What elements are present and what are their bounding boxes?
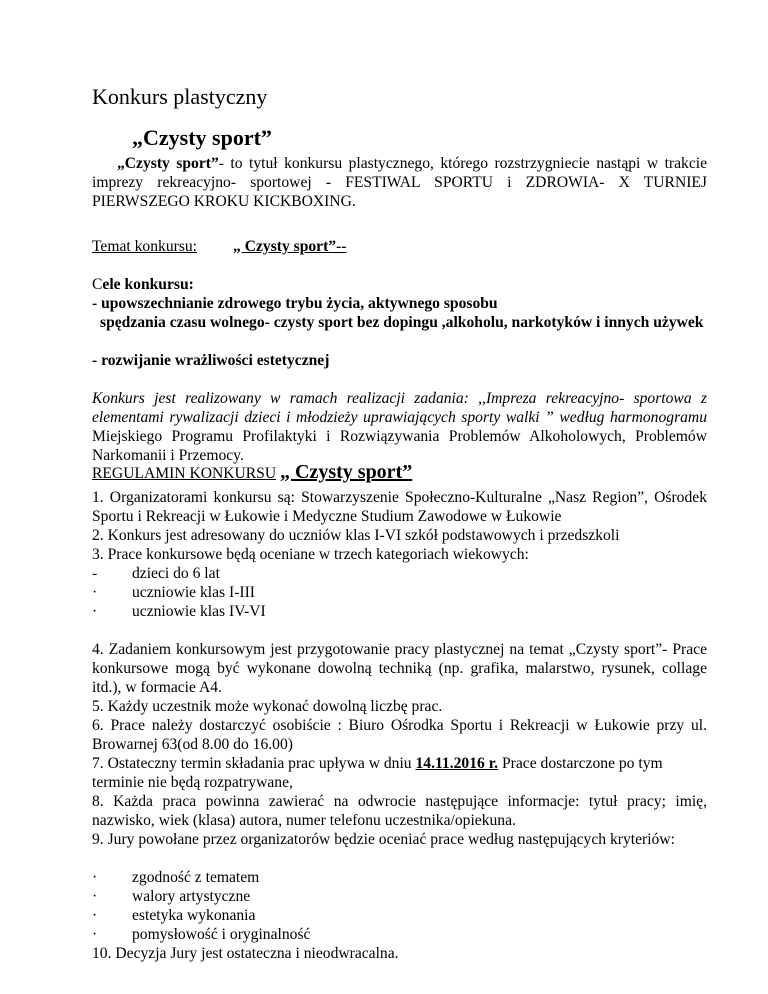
dot-bullet: · <box>92 907 98 924</box>
project-paragraph <box>92 389 707 465</box>
criterion-label: estetyka wykonania <box>132 907 256 924</box>
dot-bullet: · <box>92 869 98 886</box>
intro-paragraph <box>92 154 707 211</box>
dash-bullet: - <box>92 565 98 582</box>
rule-1: 1. Organizatorami konkursu są: Stowarzyszenie Społeczno-Kulturalne „Nasz Region”, Ośrodek Sportu i Rekreacji w Łukowie i Medyczne Studium Zawodowe w Łukowie <box>92 489 707 525</box>
rule-2: 2. Konkurs jest adresowany do uczniów klas I-VI szkół podstawowych i przedszkoli <box>92 527 620 544</box>
contest-subtitle: „Czysty sport” <box>132 125 272 150</box>
rule-10: 10. Decyzja Jury jest ostateczna i nieodwracalna. <box>92 945 399 962</box>
topic-label: Temat konkursu: <box>92 238 198 255</box>
rule-7-text-start: 7. Ostateczny termin składania prac upływa w dniu <box>92 755 416 772</box>
rule-9: 9. Jury powołane przez organizatorów będzie oceniać prace według następujących kryteriów: <box>92 831 675 848</box>
intro-bold-lead: „Czysty sport” <box>117 155 219 172</box>
category-label: uczniowie klas IV-VI <box>132 603 266 620</box>
goal-item-2: spędzania czasu wolnego- czysty sport bez dopingu ,alkoholu, narkotyków i innych używek <box>100 314 704 331</box>
rule-4: 4. Zadaniem konkursowym jest przygotowanie pracy plastycznej na temat „Czysty sport”- Prace konkursowe mogą być wykonane dowolną techniką (np. grafika, malarstwo, rysunek, collage itd.), w formacie A4. <box>92 641 707 696</box>
deadline-date: 14.11.2016 r. <box>415 755 499 772</box>
rules-heading-label: REGULAMIN KONKURSU <box>92 465 277 482</box>
rule-6: 6. Prace należy dostarczyć osobiście : Biuro Ośrodka Sportu i Rekreacji w Łukowie przy ul. Browarnej 63(od 8.00 do 16.00) <box>92 717 707 753</box>
topic-value: „ Czysty sport”-- <box>233 238 347 255</box>
topic-line <box>92 237 346 256</box>
category-label: uczniowie klas I-III <box>132 584 255 601</box>
goal-item-1: - upowszechnianie zdrowego trybu życia, aktywnego sposobu <box>92 295 498 312</box>
goals-heading <box>92 275 194 294</box>
rule-7-text-end: Prace dostarczone po tym terminie nie będą rozpatrywane, <box>92 755 663 791</box>
rules-heading <box>92 460 412 486</box>
dot-bullet: · <box>92 926 98 943</box>
dot-bullet: · <box>92 584 98 601</box>
project-normal-text: Miejskiego Programu Profilaktyki i Rozwiązywania Problemów Alkoholowych, Problemów Narkomanii i Przemocy. <box>92 428 707 464</box>
project-italic-text: Konkurs jest realizowany w ramach realizacji zadania: ,,Impreza rekreacyjno- sportowa z elementami rywalizacji dzieci i młodzieży uprawiających sporty walki ” według harmonogramu <box>92 390 707 426</box>
category-label: dzieci do 6 lat <box>132 565 220 582</box>
criterion-label: walory artystyczne <box>132 888 251 905</box>
dot-bullet: · <box>92 888 98 905</box>
rule-7 <box>92 754 707 792</box>
criterion-label: zgodność z tematem <box>132 869 260 886</box>
intro-text: - to tytuł konkursu plastycznego, którego rozstrzygniecie nastąpi w trakcie imprezy rekreacyjno- sportowej - FESTIWAL SPORTU i ZDROWIA- X TURNIEJ PIERWSZEGO KROKU KICKBOXING. <box>92 155 707 210</box>
rule-5: 5. Każdy uczestnik może wykonać dowolną liczbę prac. <box>92 698 443 715</box>
criterion-label: pomysłowość i oryginalność <box>132 926 311 943</box>
goals-heading-rest: ele konkursu: <box>102 276 194 293</box>
rules-heading-name: „ Czysty sport” <box>280 461 413 483</box>
goal-item-3: - rozwijanie wrażliwości estetycznej <box>92 352 330 369</box>
rule-8: 8. Każda praca powinna zawierać na odwrocie następujące informacje: tytuł pracy; imię, nazwisko, wiek (klasa) autora, numer telefonu uczestnika/opiekuna. <box>92 793 707 829</box>
goals-heading-first-letter: C <box>92 276 103 293</box>
dot-bullet: · <box>92 603 98 620</box>
document-title: Konkurs plastyczny <box>92 84 268 109</box>
rule-3: 3. Prace konkursowe będą oceniane w trzech kategoriach wiekowych: <box>92 546 529 563</box>
